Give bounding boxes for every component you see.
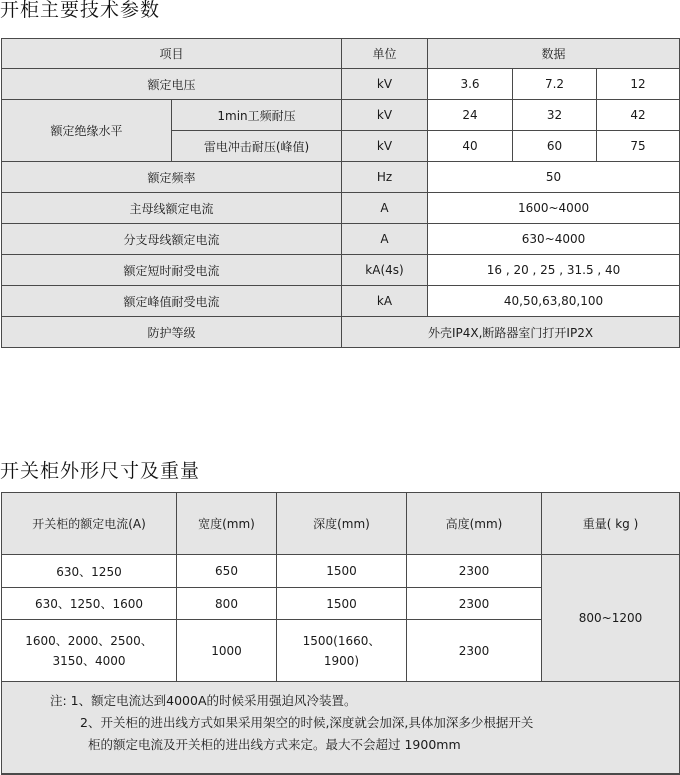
height-cell: 2300: [407, 620, 542, 682]
value-cell: 1600~4000: [428, 193, 680, 224]
value-cell: 42: [597, 100, 680, 131]
current-cell: [2, 620, 177, 682]
table-header-row: [2, 493, 680, 555]
table-row: [2, 69, 680, 100]
depth-line: 1900): [323, 653, 360, 668]
row-label: 额定绝缘水平: [2, 100, 172, 162]
row-label: 额定电压: [2, 69, 342, 100]
row-label: 额定峰值耐受电流: [2, 286, 342, 317]
current-line: 3150、4000: [52, 653, 126, 668]
value-cell: 40: [428, 131, 513, 162]
note-line-2: 2、开关柜的进出线方式如果采用架空的时候,深度就会加深,具体加深多少根据开关: [80, 715, 534, 730]
notes-row: [2, 682, 680, 774]
weight-cell: 800~1200: [542, 555, 680, 682]
row-unit: kA: [342, 286, 428, 317]
row-label: 防护等级: [2, 317, 342, 348]
header-current: 开关柜的额定电流(A): [2, 493, 177, 555]
depth-cell: 1500: [277, 555, 407, 588]
width-cell: 650: [177, 555, 277, 588]
table-row: [2, 100, 680, 131]
width-cell: 800: [177, 588, 277, 620]
row-label: 额定频率: [2, 162, 342, 193]
value-cell: 12: [597, 69, 680, 100]
row-unit: A: [342, 224, 428, 255]
current-line: 1600、2000、2500、: [25, 633, 153, 648]
row-label: 主母线额定电流: [2, 193, 342, 224]
header-data: 数据: [428, 39, 680, 69]
value-cell: 60: [513, 131, 597, 162]
width-cell: 1000: [177, 620, 277, 682]
table-row: [2, 224, 680, 255]
table-row: [2, 162, 680, 193]
row-unit: kV: [342, 69, 428, 100]
value-cell: 3.6: [428, 69, 513, 100]
value-cell: 7.2: [513, 69, 597, 100]
value-cell: 630~4000: [428, 224, 680, 255]
table-row: [2, 317, 680, 348]
note-line-3: 柜的额定电流及开关柜的进出线方式来定。最大不会超过 1900mm: [88, 737, 461, 752]
current-cell: 630、1250: [2, 555, 177, 588]
value-cell: 外壳IP4X,断路器室门打开IP2X: [342, 317, 680, 348]
value-cell: 75: [597, 131, 680, 162]
depth-cell: [277, 620, 407, 682]
row-unit: kA(4s): [342, 255, 428, 286]
header-height: 高度(mm): [407, 493, 542, 555]
table-row: [2, 255, 680, 286]
header-weight: 重量( kg ): [542, 493, 680, 555]
row-unit: kV: [342, 131, 428, 162]
table-row: [2, 555, 680, 588]
section-title-dimensions: 开关柜外形尺寸及重量: [0, 460, 201, 482]
header-item: 项目: [2, 39, 342, 69]
row-label: 分支母线额定电流: [2, 224, 342, 255]
depth-line: 1500(1660、: [302, 633, 381, 648]
notes: [2, 682, 680, 774]
row-unit: A: [342, 193, 428, 224]
table-row: [2, 286, 680, 317]
depth-cell: 1500: [277, 588, 407, 620]
row-sublabel: 1min工频耐压: [172, 100, 342, 131]
row-unit: Hz: [342, 162, 428, 193]
value-cell: 40,50,63,80,100: [428, 286, 680, 317]
table-header-row: [2, 39, 680, 69]
section-title-tech-params: 开柜主要技术参数: [0, 0, 161, 21]
height-cell: 2300: [407, 555, 542, 588]
row-unit: kV: [342, 100, 428, 131]
value-cell: 24: [428, 100, 513, 131]
current-cell: 630、1250、1600: [2, 588, 177, 620]
note-line-1: 注: 1、额定电流达到4000A的时候采用强迫风冷装置。: [50, 693, 357, 708]
value-cell: 16 , 20 , 25 , 31.5 , 40: [428, 255, 680, 286]
table-row: [2, 193, 680, 224]
value-cell: 50: [428, 162, 680, 193]
header-depth: 深度(mm): [277, 493, 407, 555]
row-sublabel: 雷电冲击耐压(峰值): [172, 131, 342, 162]
height-cell: 2300: [407, 588, 542, 620]
dimensions-table: [1, 492, 680, 775]
header-unit: 单位: [342, 39, 428, 69]
tech-params-table: [1, 38, 680, 348]
value-cell: 32: [513, 100, 597, 131]
row-label: 额定短时耐受电流: [2, 255, 342, 286]
header-width: 宽度(mm): [177, 493, 277, 555]
